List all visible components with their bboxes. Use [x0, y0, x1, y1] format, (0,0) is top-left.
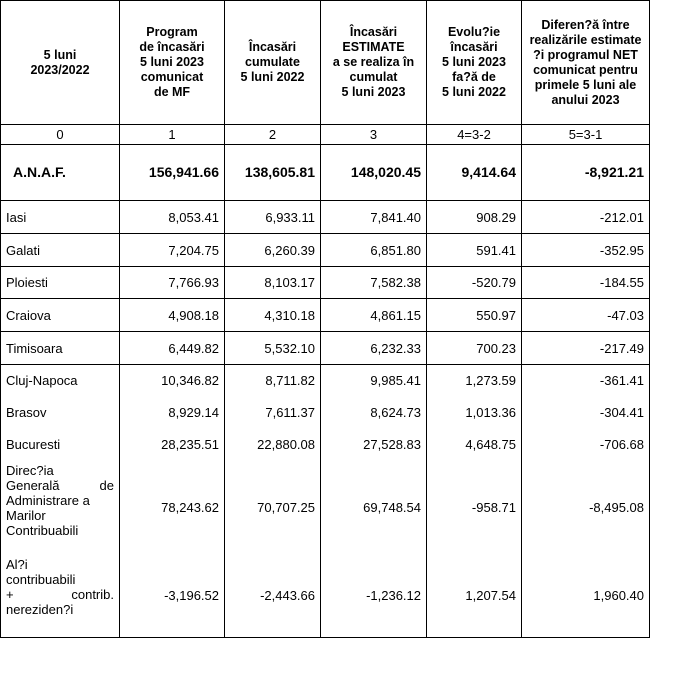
- row-value: 78,243.62: [120, 461, 225, 555]
- header-difference: Diferen?ă între realizările estimate ?i programul NET comunicat pentru primele 5 luni ale anului 2023: [522, 1, 650, 125]
- row-value: 1,207.54: [427, 555, 522, 638]
- header-row: [1, 1, 650, 125]
- row-value: 6,851.80: [321, 234, 427, 267]
- index-row: [1, 125, 650, 145]
- total-row: [1, 145, 650, 201]
- row-value: 4,908.18: [120, 299, 225, 332]
- row-value: -520.79: [427, 267, 522, 299]
- row-value: -3,196.52: [120, 555, 225, 638]
- row-name: Iasi: [1, 201, 120, 234]
- table-row: [1, 429, 650, 461]
- row-name: Cluj-Napoca: [1, 365, 120, 397]
- row-name: Direc?ia Generală de Administrare a Marilor Contribuabili: [1, 461, 120, 555]
- row-value: -217.49: [522, 332, 650, 365]
- row-value: 550.97: [427, 299, 522, 332]
- row-value: 591.41: [427, 234, 522, 267]
- row-value: 28,235.51: [120, 429, 225, 461]
- row-value: 9,985.41: [321, 365, 427, 397]
- row-value: 7,841.40: [321, 201, 427, 234]
- row-value: 7,204.75: [120, 234, 225, 267]
- row-value: 7,766.93: [120, 267, 225, 299]
- row-value: 700.23: [427, 332, 522, 365]
- index-cell: 5=3-1: [522, 125, 650, 145]
- row-value: 138,605.81: [225, 145, 321, 201]
- table-row: [1, 267, 650, 299]
- row-name: Brasov: [1, 397, 120, 429]
- row-value: 70,707.25: [225, 461, 321, 555]
- row-value: -212.01: [522, 201, 650, 234]
- table-row: [1, 365, 650, 397]
- row-value: -958.71: [427, 461, 522, 555]
- row-name: Al?i contribuabili + contrib. nereziden?i: [1, 555, 120, 638]
- table-row: [1, 397, 650, 429]
- table-row: [1, 555, 650, 638]
- table-row: [1, 234, 650, 267]
- row-value: 1,273.59: [427, 365, 522, 397]
- row-value: -8,495.08: [522, 461, 650, 555]
- row-value: 6,260.39: [225, 234, 321, 267]
- row-value: 4,648.75: [427, 429, 522, 461]
- row-value: -184.55: [522, 267, 650, 299]
- row-value: 8,053.41: [120, 201, 225, 234]
- row-value: -1,236.12: [321, 555, 427, 638]
- row-value: -2,443.66: [225, 555, 321, 638]
- row-value: 6,449.82: [120, 332, 225, 365]
- row-value: 4,310.18: [225, 299, 321, 332]
- row-name: A.N.A.F.: [1, 145, 120, 201]
- row-value: 6,933.11: [225, 201, 321, 234]
- row-value: 5,532.10: [225, 332, 321, 365]
- row-value: 8,711.82: [225, 365, 321, 397]
- table-row: [1, 299, 650, 332]
- table-row: [1, 201, 650, 234]
- row-value: 148,020.45: [321, 145, 427, 201]
- index-cell: 3: [321, 125, 427, 145]
- row-value: -47.03: [522, 299, 650, 332]
- header-evolution: Evolu?ie încasări 5 luni 2023 fa?ă de 5 luni 2022: [427, 1, 522, 125]
- row-value: -8,921.21: [522, 145, 650, 201]
- row-value: 1,960.40: [522, 555, 650, 638]
- table-row: [1, 461, 650, 555]
- index-cell: 0: [1, 125, 120, 145]
- row-value: 27,528.83: [321, 429, 427, 461]
- row-value: 22,880.08: [225, 429, 321, 461]
- row-value: -361.41: [522, 365, 650, 397]
- row-value: 6,232.33: [321, 332, 427, 365]
- row-name: Timisoara: [1, 332, 120, 365]
- row-value: -706.68: [522, 429, 650, 461]
- row-value: 8,624.73: [321, 397, 427, 429]
- header-program: Program de încasări 5 luni 2023 comunicat de MF: [120, 1, 225, 125]
- row-value: 9,414.64: [427, 145, 522, 201]
- header-collected-2022: Încasări cumulate 5 luni 2022: [225, 1, 321, 125]
- row-value: -352.95: [522, 234, 650, 267]
- index-cell: 1: [120, 125, 225, 145]
- row-value: 7,611.37: [225, 397, 321, 429]
- row-value: 156,941.66: [120, 145, 225, 201]
- row-value: 69,748.54: [321, 461, 427, 555]
- row-name: Galati: [1, 234, 120, 267]
- row-value: -304.41: [522, 397, 650, 429]
- row-value: 7,582.38: [321, 267, 427, 299]
- row-name: Bucuresti: [1, 429, 120, 461]
- row-value: 10,346.82: [120, 365, 225, 397]
- table-row: [1, 332, 650, 365]
- row-value: 908.29: [427, 201, 522, 234]
- header-period: 5 luni 2023/2022: [1, 1, 120, 125]
- row-value: 1,013.36: [427, 397, 522, 429]
- index-cell: 2: [225, 125, 321, 145]
- row-value: 8,929.14: [120, 397, 225, 429]
- row-value: 8,103.17: [225, 267, 321, 299]
- row-value: 4,861.15: [321, 299, 427, 332]
- row-name: Ploiesti: [1, 267, 120, 299]
- header-estimated-2023: Încasări ESTIMATE a se realiza în cumulat 5 luni 2023: [321, 1, 427, 125]
- row-name: Craiova: [1, 299, 120, 332]
- index-cell: 4=3-2: [427, 125, 522, 145]
